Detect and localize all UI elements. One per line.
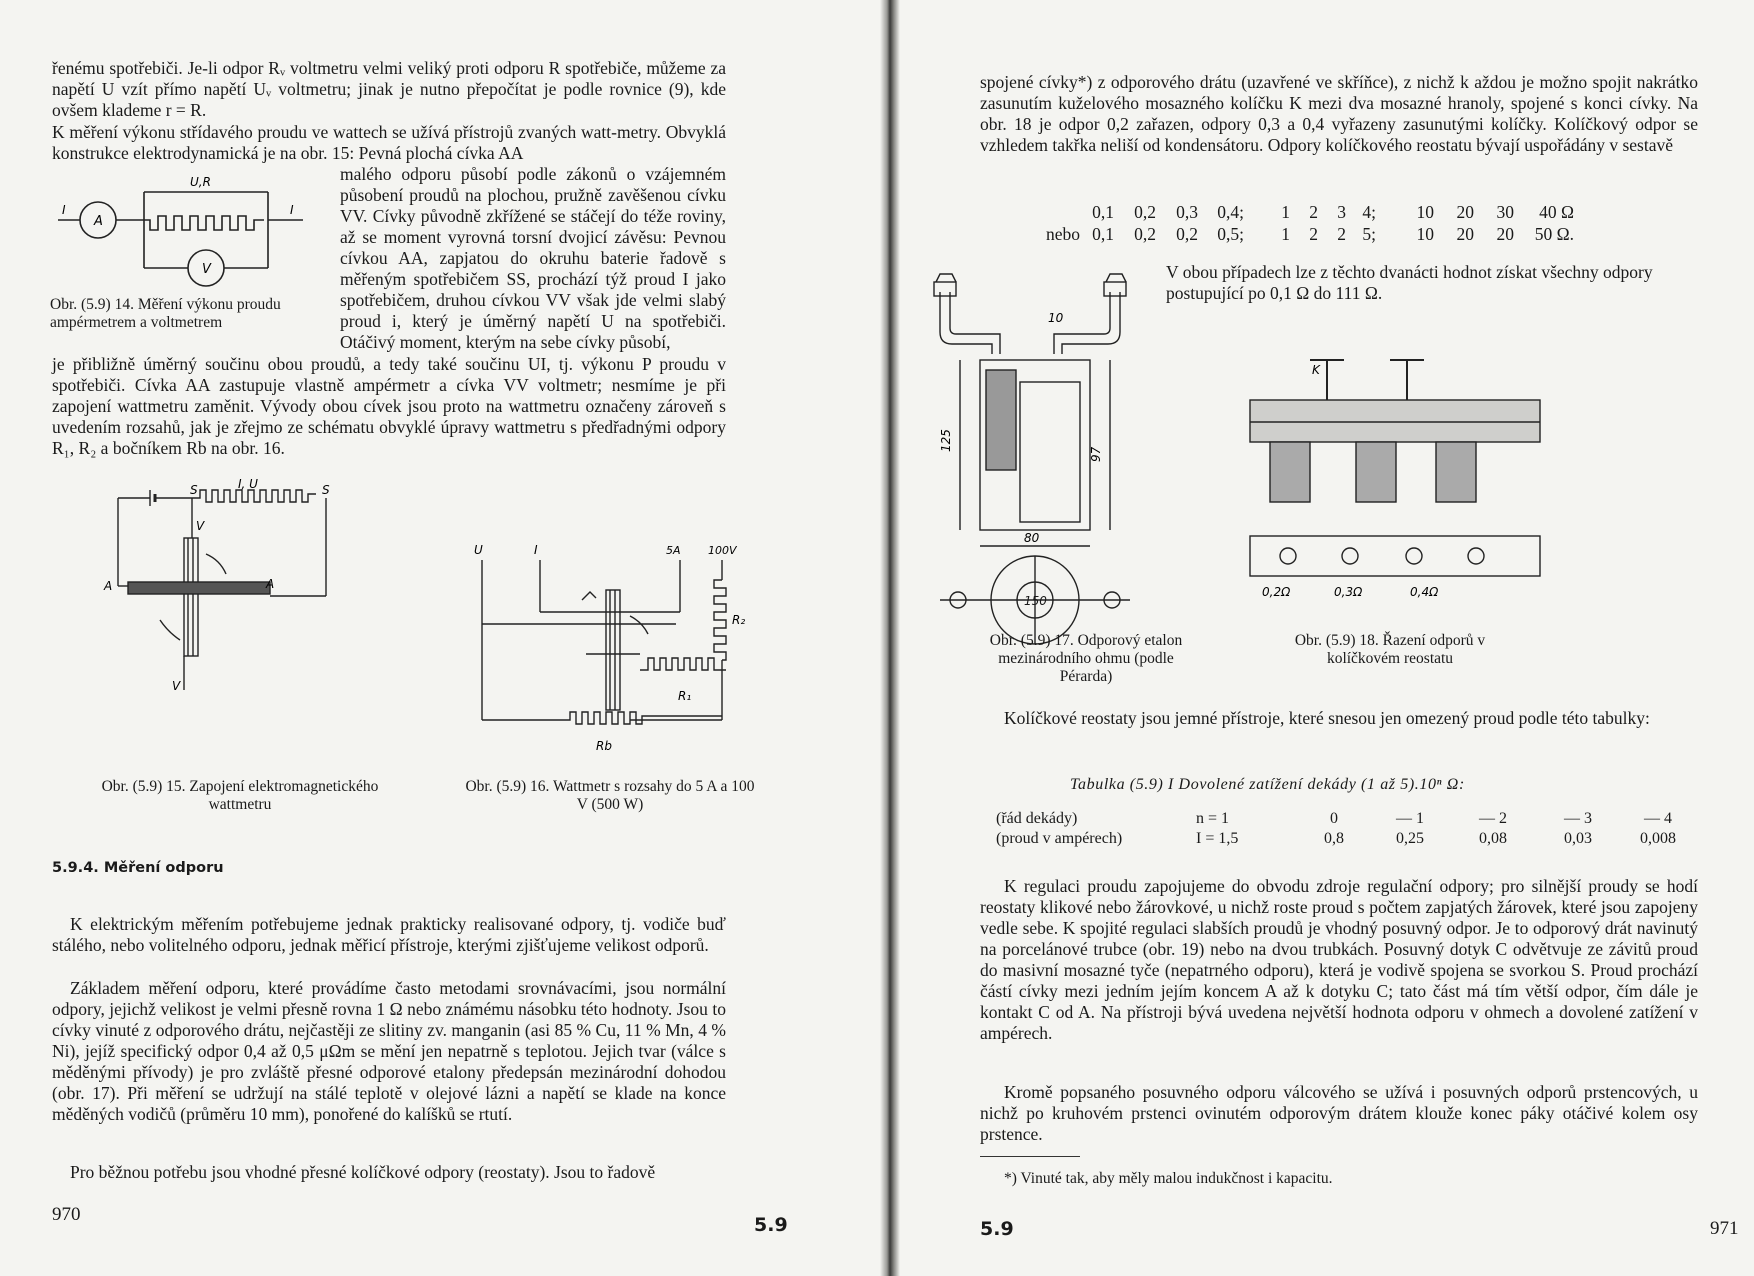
fig15-label-s-right: S <box>322 483 330 497</box>
section-heading: 5.9.4. Měření odporu <box>52 860 224 876</box>
fig16-label-100v: 100V <box>708 544 737 557</box>
fig18-label-r1: 0,2Ω <box>1262 585 1291 599</box>
caption-fig15: Obr. (5.9) 15. Zapojení elektromagnetického wattmetru <box>101 778 379 813</box>
fig14-label-right: I <box>290 203 294 217</box>
paragraph-regulation: K regulaci proudu zapojujeme do obvodu zdroje regulační odpory; pro silnější proudy se hodí reostaty klikové nebo žárovkové, u nichž roste proud s počtem zapjatých žárovek, které jsou zapojeny vedle sebe. K spojité regulaci slabších proudů je vhodný posuvný odpor. Je to odporový drát navinutý na porcelánové trubce (obr. 19) nebo na dvou trubkách. Posuvný dotyk C odvětvuje ze závitů proud do masivní mosazné tyče (nepatrného odporu), která je vodivě spojena se svorkou S. Proud prochází částí cívky mezi jedním jejím koncem A až k dotyku C; tato část má tím větší odpor, čím dále je kontakt C od A. Na přístroji bývá uvedena největší hodnota odporu v ohmech a dovolené zatížení v ampérech. <box>980 876 1698 1043</box>
figure-18-drawing <box>1250 350 1540 610</box>
paragraph-power-product: je přibližně úměrný součinu obou proudů, a tedy také součinu UI, tj. výkonu P proudu v spotřebiči. Cívka AA zastupuje vlastně ampérmetr a cívka VV voltmetr; nesmíme je při zapojení wattmetru zaměnit. Vývody obou cívek jsou proto na wattmetru označeny zároveň s uvedením rozsahů, jak je zřejmo ze schématu obvyklé úpravy wattmetru s předřadnými odpory R₁, R₂ a bočníkem Rb na obr. 16. <box>52 354 726 458</box>
fig16-label-rb: Rb <box>596 739 612 753</box>
fig15-label-top: I, U <box>238 477 258 491</box>
caption-fig18: Obr. (5.9) 18. Řazení odporů v kolíčkovém reostatu <box>1294 632 1486 667</box>
section-number-right: 5.9 <box>980 1218 1014 1240</box>
fig18-label-r2: 0,3Ω <box>1334 585 1363 599</box>
page-number-left: 970 <box>52 1204 81 1225</box>
paragraph-wattmeter-construction: malého odporu působí podle zákonů o vzájemném působení proudů na plochou, pružně zavěšenou cívku VV. Cívky původně zkřížené se stáčejí do téže roviny, až se moment vyrovná torsní dvojicí závěsu: Pevnou cívkou AA, zapjatou do okruhu baterie řadově s měřeným spotřebičem SS, prochází týž proud I jako spotřebičem, druhou cívkou VV však jde velmi slabý proud i, který je úměrný napětí U na spotřebiči. Otáčivý moment, kterým na sebe cívky působí, <box>340 164 726 352</box>
paragraph-peg-continued: spojené cívky*) z odporového drátu (uzavřené ve skříňce), z nichž k aždou je možno spojit nakrátko zasunutím kuželového mosazného kolíčku K mezi dva mosazné hranoly, spojené s konci cívky. Na obr. 18 je odpor 0,2 zařazen, odpory 0,3 a 0,4 vyřazeny zasunutými kolíčky. Kolíčkový odpor se vzhledem takřka neliší od kondensátoru. Odpory kolíčkového reostatu bývají uspořádány v sestavě <box>980 72 1698 155</box>
fig15-label-a-right: A <box>266 577 275 591</box>
fig15-label-v-top: V <box>196 519 205 533</box>
caption-fig16: Obr. (5.9) 16. Wattmetr s rozsahy do 5 A a 100 V (500 W) <box>465 778 755 813</box>
paragraph-twelve-values: V obou případech lze z těchto dvanácti hodnot získat všechny odpory postupující po 0,1 Ω do 111 Ω. <box>1166 262 1653 303</box>
fig15-label-a-left: A <box>104 579 113 593</box>
caption-fig17: Obr. (5.9) 17. Odporový etalon mezinárodního ohmu (podle Pérarda) <box>989 632 1183 685</box>
figure-16-diagram <box>470 540 760 770</box>
paragraph-resistors-intro: K elektrickým měřením potřebujeme jednak prakticky realisované odpory, tj. vodiče buď stálého, nebo volitelného odporu, jednak měřicí přístroje, kterými zjišťujeme velikost odporů. <box>52 914 726 955</box>
fig14-label-left: I <box>62 203 66 217</box>
book-gutter <box>880 0 900 1276</box>
fig17-label-80: 80 <box>1024 531 1040 545</box>
fig16-label-u: U <box>474 543 483 557</box>
caption-fig14: Obr. (5.9) 14. Měření výkonu proudu ampérmetrem a voltmetrem <box>50 296 281 331</box>
fig18-label-k: K <box>1312 363 1320 377</box>
table-title: Tabulka (5.9) I Dovolené zatížení dekády (1 až 5).10ⁿ Ω: <box>1070 776 1465 793</box>
paragraph-wattmeters: K měření výkonu střídavého proudu ve wattech se užívá přístrojů zvaných watt-metry. Obvyklá konstrukce elektrodynamická je na obr. 15: Pevná plochá cívka AA <box>52 122 726 163</box>
footnote-rule <box>980 1156 1080 1157</box>
fig17-label-10: 10 <box>1048 311 1064 325</box>
fig15-label-v-bottom: V <box>172 679 181 693</box>
paragraph-normal-resistors: Základem měření odporu, které provádíme často metodami srovnávacími, jsou normální odpory, jejichž velikost je velmi přesně rovna 1 Ω nebo známému násobku této hodnoty. Jsou to cívky vinuté z odporového drátu, nejčastěji ze slitiny zv. manganin (asi 85 % Cu, 11 % Mn, 4 % Ni), jejíž specifický odpor 0,4 až 0,5 μΩm se mění jen nepatrně s teplotou. Jejich tvar (válce s měděnými přívody) je pro zvláště přesné odporové etalony předepsán mezinárodní dohodou (obr. 17). Při měření se udržují na stálé teplotě v olejové lázni a napětí se klade na konce měděných vodičů (průměru 10 mm), ponořené do kalíšků se rtutí. <box>52 978 726 1124</box>
paragraph-peg-resistors: Pro běžnou potřebu jsou vhodné přesné kolíčkové odpory (reostaty). Jsou to řadově <box>70 1162 656 1182</box>
page-number-right: 971 <box>1710 1218 1739 1239</box>
figure-15-diagram <box>100 478 360 738</box>
series-row-1: 0,1 0,2 0,3 0,4; 1 2 3 4; 10 20 30 40 Ω <box>1092 202 1574 222</box>
paragraph-intro: řenému spotřebiči. Je-li odpor Rᵥ voltmetru velmi veliký proti odporu R spotřebiče, můžeme za napětí U vzít přímo napětí Uᵥ voltmetru; jinak je nutno přepočítat je podle rovnice (9), kde ovšem klademe r = R. <box>52 58 726 120</box>
figure-17-drawing <box>920 262 1170 612</box>
fig15-label-s-left: S <box>190 483 198 497</box>
fig14-label-top: U,R <box>190 175 211 189</box>
section-number-left: 5.9 <box>754 1214 788 1236</box>
paragraph-peg-current-limit: Kolíčkové reostaty jsou jemné přístroje, které snesou jen omezený proud podle této tabulky: <box>1004 708 1650 728</box>
paragraph-ring-resistors: Kromě popsaného posuvného odporu válcového se užívá i posuvných odporů prstencových, u nichž po kruhovém prstenci ovinutém odporovým drátem klouže konec páky otáčivé kolem osy prstence. <box>980 1082 1698 1144</box>
series-row-2: nebo 0,1 0,2 0,2 0,5; 1 2 2 5; 10 20 20 50 Ω. <box>1045 224 1574 244</box>
fig16-label-i: I <box>534 543 538 557</box>
footnote: *) Vinuté tak, aby měly malou indukčnost i kapacitu. <box>1004 1170 1333 1187</box>
fig17-dim-150: 150 <box>1024 594 1047 608</box>
table-row-decade: (řád dekády) n = 1 0 — 1 — 2 — 3 — 4 <box>996 810 1672 827</box>
fig16-label-5a: 5A <box>666 544 681 557</box>
fig17-label-125: 125 <box>939 429 953 452</box>
table-row-current: (proud v ampérech) I = 1,5 0,8 0,25 0,08 0,03 0,008 <box>996 830 1676 847</box>
fig14-ammeter-label: A <box>94 214 103 229</box>
figure-14-diagram <box>58 175 308 288</box>
right-page <box>900 0 1754 1276</box>
fig14-voltmeter-label: V <box>202 262 211 277</box>
fig16-label-r2: R₂ <box>732 613 746 627</box>
fig16-label-r1: R₁ <box>678 689 692 703</box>
fig17-label-97: 97 <box>1089 446 1103 462</box>
fig18-label-r3: 0,4Ω <box>1410 585 1439 599</box>
